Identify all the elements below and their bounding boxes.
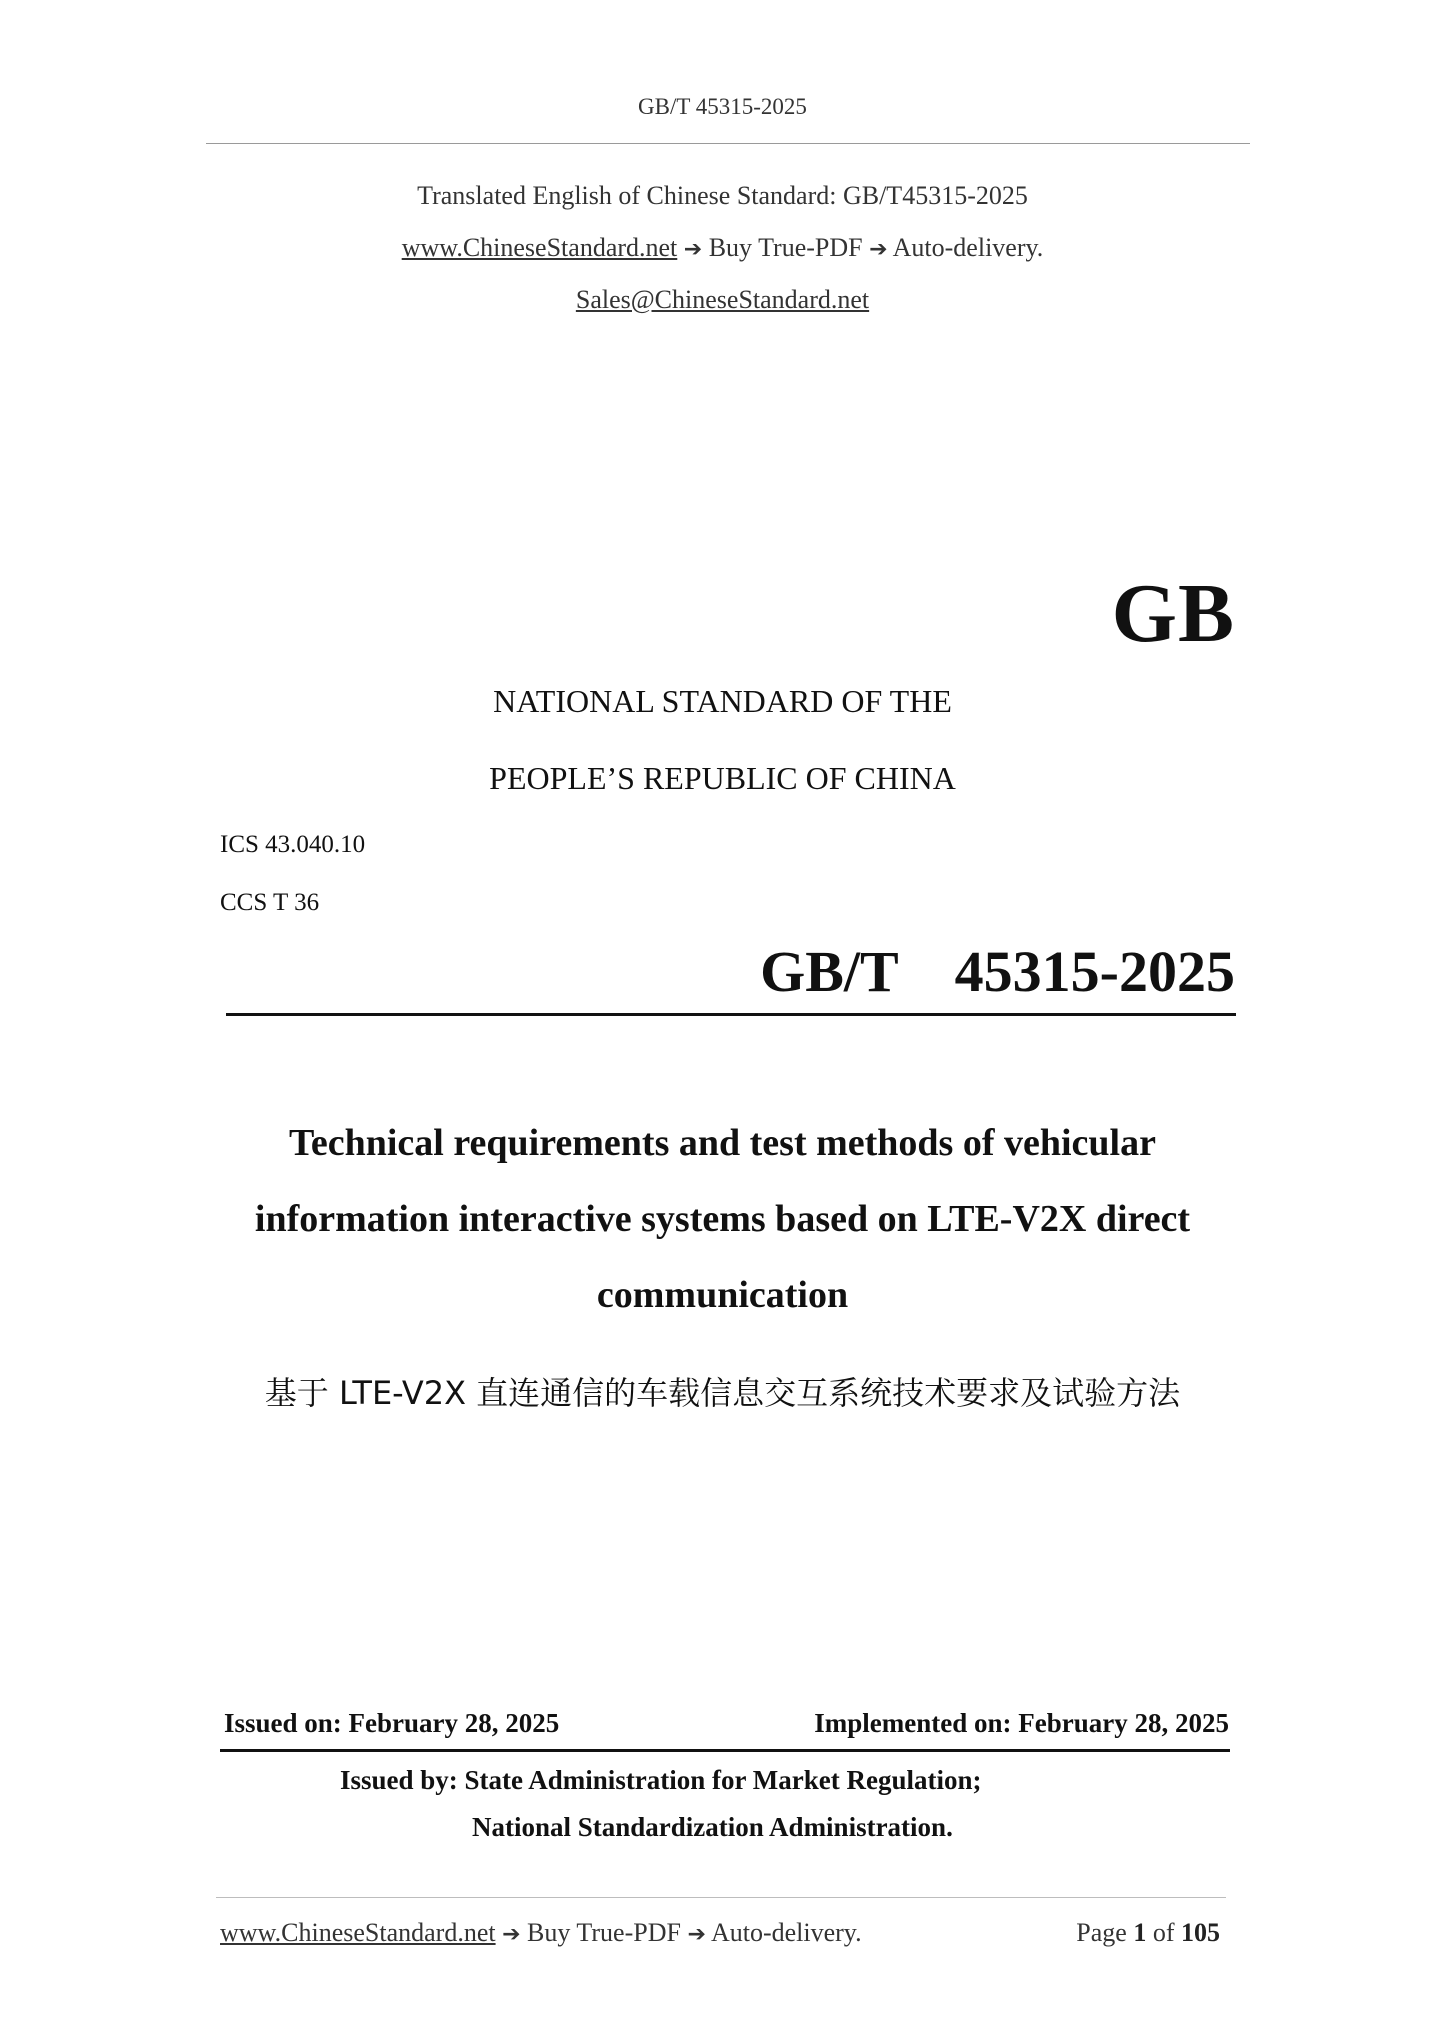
running-header: GB/T 45315-2025 [638, 94, 807, 119]
implemented-on-date: Implemented on: February 28, 2025 [814, 1708, 1229, 1738]
sales-email-link[interactable]: Sales@ChineseStandard.net [575, 285, 870, 314]
footer-promo [220, 1918, 862, 1948]
ccs-code: CCS T 36 [220, 889, 320, 916]
promo-line [0, 233, 1445, 263]
page-total: 105 [1181, 1918, 1220, 1947]
delivery-text: Auto-delivery. [892, 233, 1044, 262]
issue-divider [220, 1749, 1230, 1752]
footer-divider [216, 1897, 1226, 1898]
page-number: 1 [1133, 1918, 1147, 1947]
standard-code: GB/T 45315-2025 [760, 939, 1235, 1004]
gb-mark: GB [1111, 567, 1235, 660]
header-divider [206, 143, 1250, 144]
code-divider [226, 1013, 1236, 1016]
issued-by-line2: National Standardization Administration. [472, 1812, 953, 1842]
arrow-right-icon: ➔ [687, 1922, 706, 1947]
translation-notice: Translated English of Chinese Standard: GB/T45315-2025 [417, 181, 1028, 210]
buy-text: Buy True-PDF [708, 233, 863, 262]
of-label: of [1152, 1918, 1175, 1947]
english-title-line1: Technical requirements and test methods of vehicular [289, 1122, 1156, 1164]
english-title-line2: information interactive systems based on LTE-V2X direct [254, 1198, 1191, 1240]
arrow-right-icon: ➔ [502, 1922, 521, 1947]
english-title [200, 1105, 1245, 1333]
footer-delivery-text: Auto-delivery. [710, 1918, 862, 1947]
site-link[interactable]: www.ChineseStandard.net [401, 233, 678, 262]
issued-by-line1: Issued by: State Administration for Market Regulation; [340, 1765, 982, 1795]
footer-site-link[interactable]: www.ChineseStandard.net [220, 1918, 496, 1947]
arrow-right-icon: ➔ [683, 237, 703, 262]
issued-on-date: Issued on: February 28, 2025 [224, 1708, 560, 1738]
arrow-right-icon: ➔ [869, 237, 888, 262]
page-label: Page [1076, 1918, 1127, 1947]
page-indicator [1076, 1918, 1220, 1948]
english-title-line3: communication [596, 1274, 849, 1316]
national-standard-line2: PEOPLE’S REPUBLIC OF CHINA [489, 760, 956, 796]
national-standard-line1: NATIONAL STANDARD OF THE [493, 683, 952, 719]
footer-buy-text: Buy True-PDF [527, 1918, 681, 1947]
sales-line [0, 285, 1445, 315]
chinese-title: 基于 LTE-V2X 直连通信的车载信息交互系统技术要求及试验方法 [264, 1374, 1181, 1412]
ics-code: ICS 43.040.10 [220, 831, 366, 858]
